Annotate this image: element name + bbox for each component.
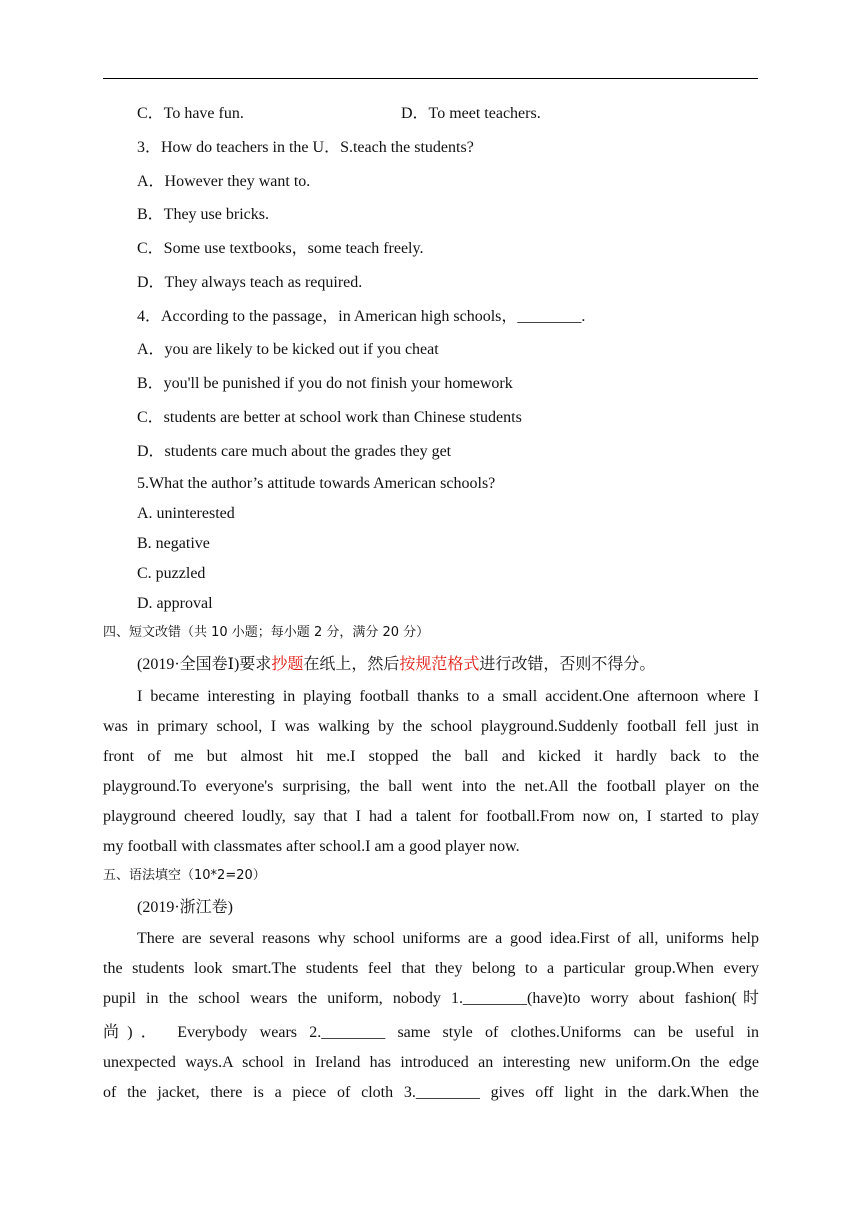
- q4-option-c: C．students are better at school work than Chinese students: [137, 409, 522, 426]
- passage-line: front of me but almost hit me.I stopped the ball and kicked it hardly back to the: [103, 748, 759, 765]
- section4-passage: [103, 682, 759, 862]
- section5-passage: [103, 924, 759, 1108]
- section4-source: (2019·全国卷Ⅰ)要求抄题在纸上，然后按规范格式进行改错，否则不得分。: [137, 656, 656, 673]
- section5-source: (2019·浙江卷): [137, 899, 233, 916]
- section4-heading: 四、短文改错（共 10 小题；每小题 2 分，满分 20 分）: [103, 625, 430, 640]
- passage-line: playground.To everyone's surprising, the ball went into the net.All the football player on the: [103, 778, 759, 795]
- q3-stem: 3．How do teachers in the U．S.teach the students?: [137, 139, 474, 156]
- q5-option-c: C. puzzled: [137, 565, 206, 582]
- passage-line: unexpected ways.A school in Ireland has introduced an interesting new uniform.On the edge: [103, 1054, 759, 1071]
- header-rule: [103, 78, 758, 79]
- q3-option-d: D．They always teach as required.: [137, 274, 363, 291]
- q2-option-d: D．To meet teachers.: [401, 105, 541, 122]
- passage-line: my football with classmates after school.I am a good player now.: [103, 838, 520, 855]
- passage-line: There are several reasons why school uniforms are a good idea.First of all, uniforms help: [137, 930, 759, 947]
- passage-line: pupil in the school wears the uniform, nobody 1.________(have)to worry about fashion(时: [103, 990, 759, 1007]
- passage-line: the students look smart.The students feel that they belong to a particular group.When every: [103, 960, 759, 977]
- q4-option-a: A．you are likely to be kicked out if you cheat: [137, 341, 439, 358]
- q2-option-c: C．To have fun.: [137, 105, 244, 122]
- q5-stem: 5.What the author’s attitude towards American schools?: [137, 475, 496, 492]
- q5-option-d: D. approval: [137, 595, 213, 612]
- passage-line: was in primary school, I was walking by the school playground.Suddenly football fell just in: [103, 718, 759, 735]
- passage-line: 尚)． Everybody wears 2.________ same style of clothes.Uniforms can be useful in: [103, 1024, 759, 1041]
- passage-line: I became interesting in playing football thanks to a small accident.One afternoon where I: [137, 688, 759, 705]
- q3-option-b: B．They use bricks.: [137, 206, 269, 223]
- q4-stem: 4．According to the passage，in American high schools，________.: [137, 308, 586, 325]
- section5-heading: 五、语法填空（10*2=20）: [103, 868, 266, 883]
- q5-option-a: A. uninterested: [137, 505, 235, 522]
- passage-line: playground cheered loudly, say that I had a talent for football.From now on, I started to play: [103, 808, 759, 825]
- q4-option-d: D．students care much about the grades they get: [137, 443, 452, 460]
- q4-option-b: B．you'll be punished if you do not finish your homework: [137, 375, 513, 392]
- q3-option-c: C．Some use textbooks，some teach freely.: [137, 240, 424, 257]
- q3-option-a: A．However they want to.: [137, 173, 311, 190]
- q5-option-b: B. negative: [137, 535, 210, 552]
- passage-line: of the jacket, there is a piece of cloth 3.________ gives off light in the dark.When the: [103, 1084, 759, 1101]
